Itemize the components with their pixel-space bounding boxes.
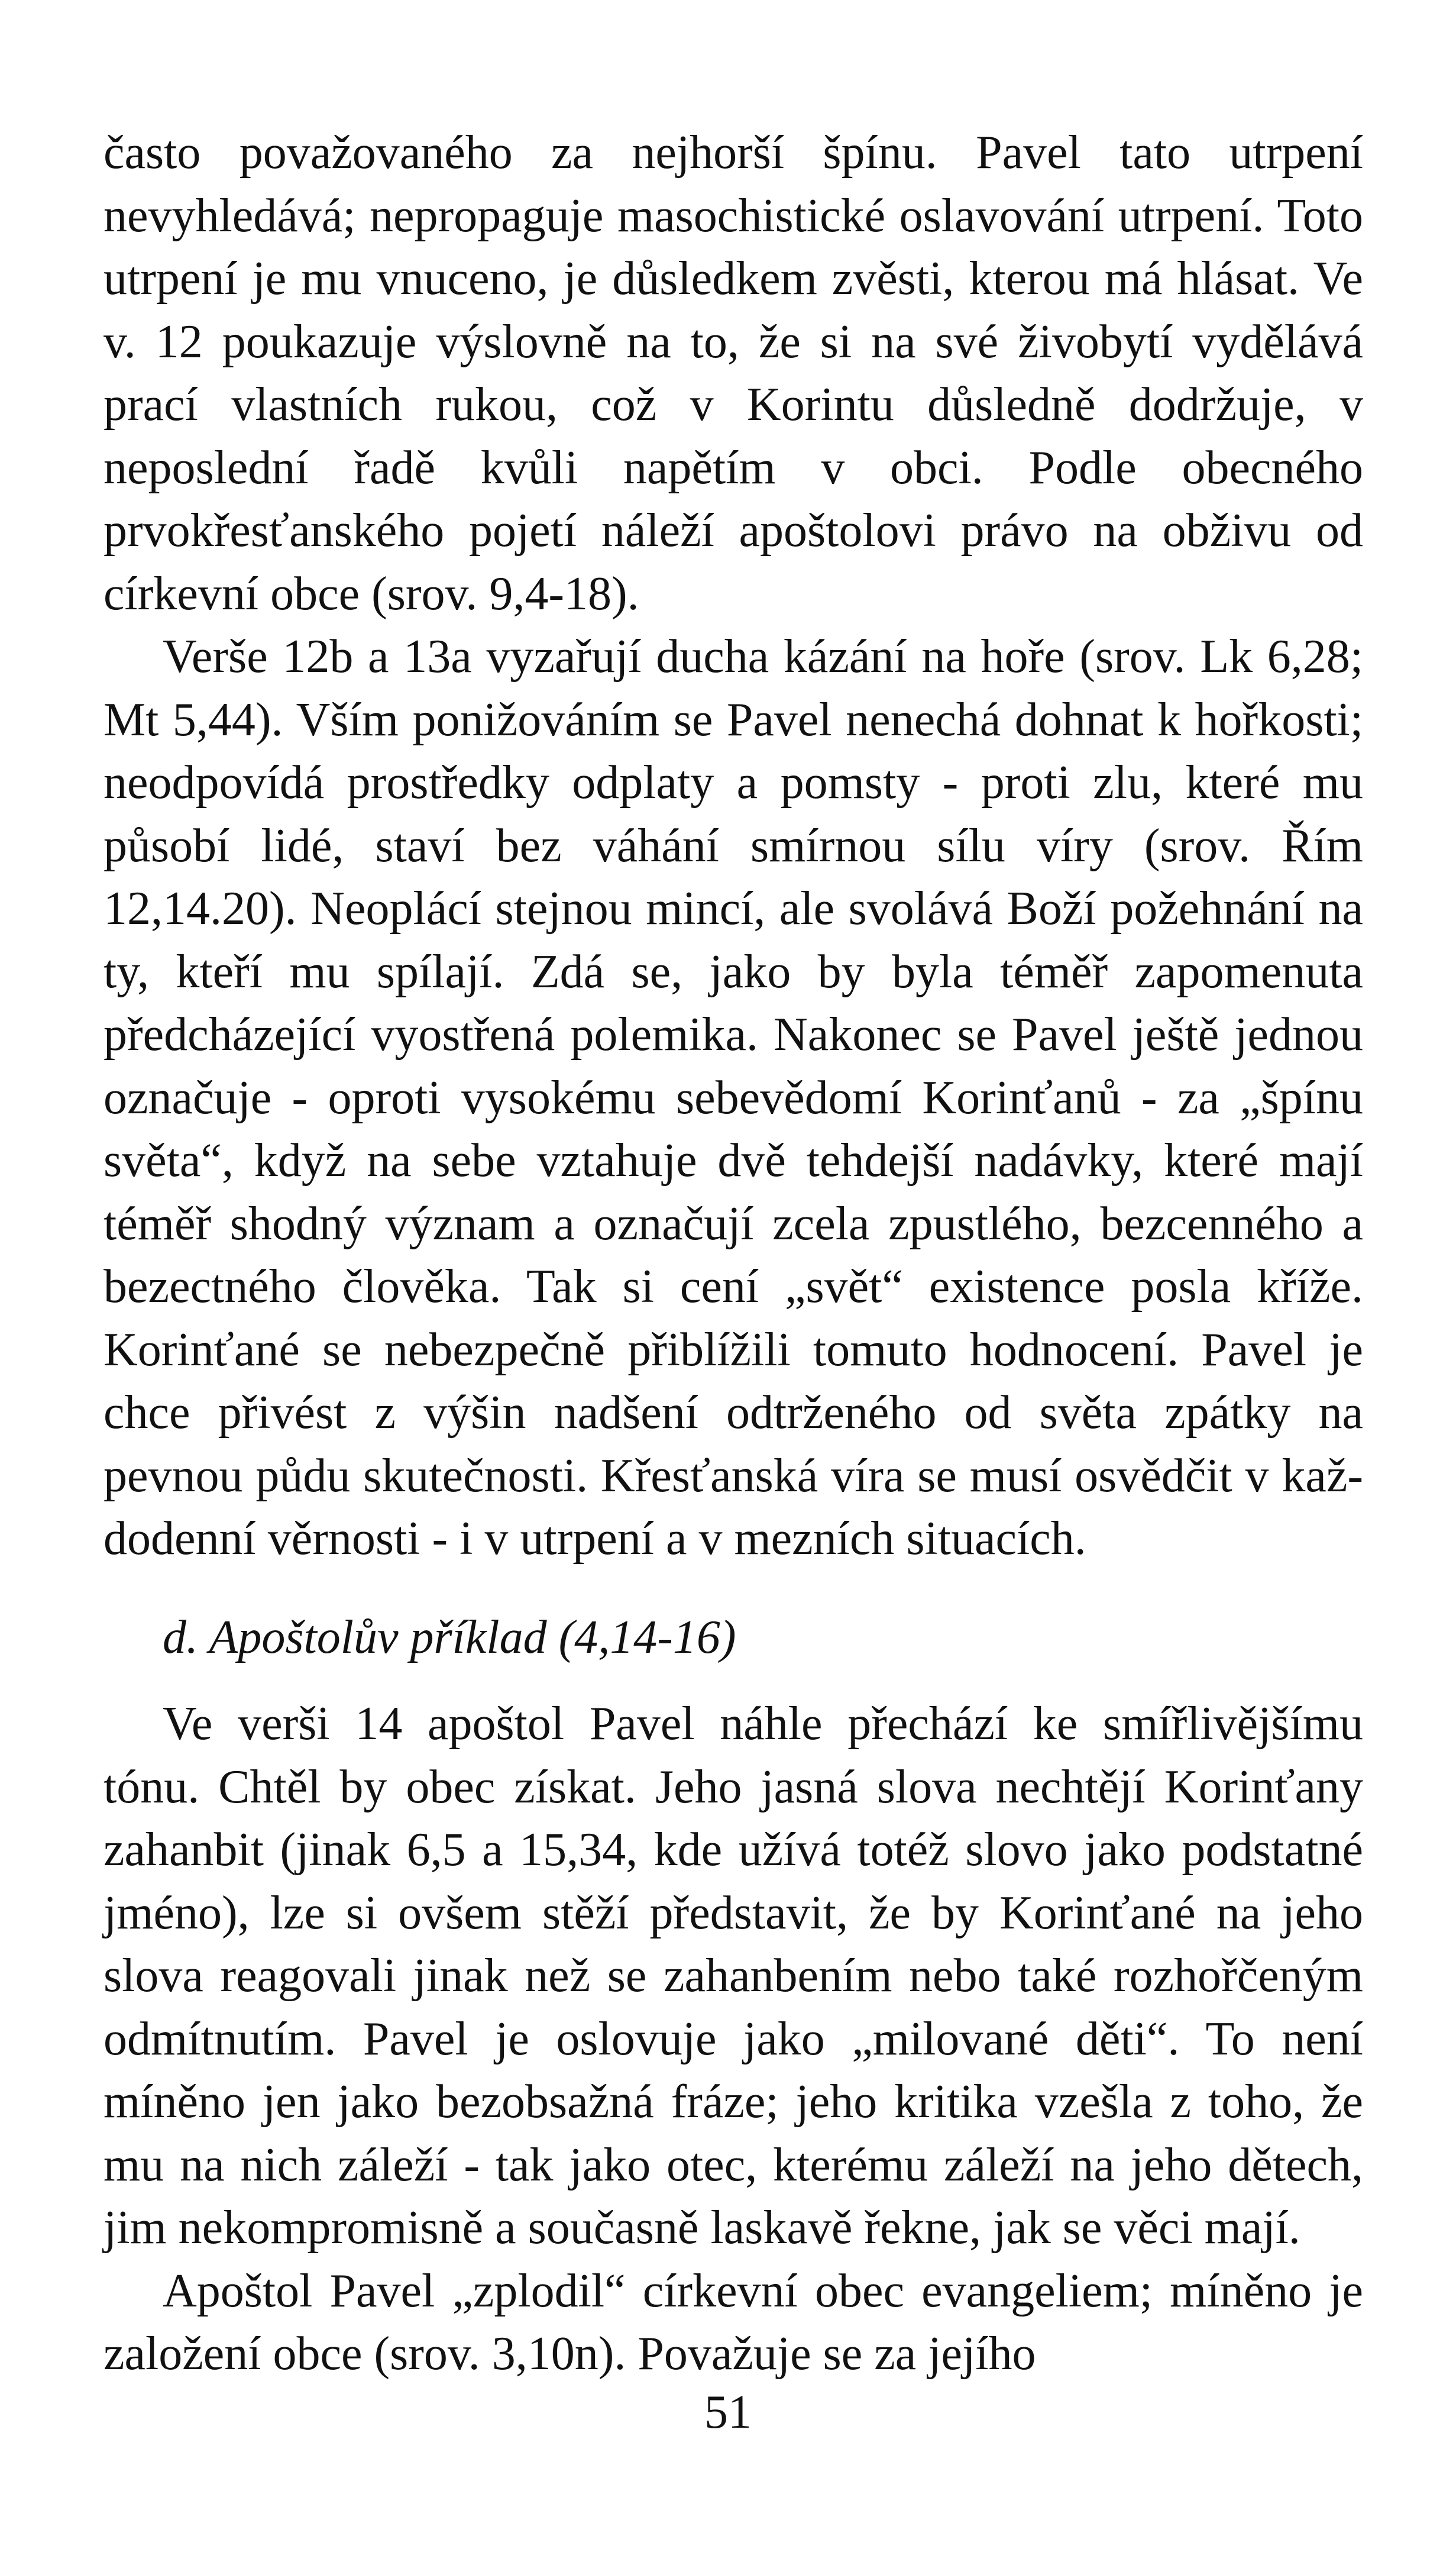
- page-text-block: [103, 121, 1363, 2386]
- paragraph-4: Apoštol Pavel „zplodil“ církevní obec evangeliem; míněno je založení obce (srov. 3,10n). Považuje se za jejího: [103, 2264, 1363, 2380]
- section-heading: d. Apoštolův příklad (4,14-16): [163, 1611, 736, 1663]
- page-number: 51: [704, 2386, 752, 2438]
- paragraph-3: Ve verši 14 apoštol Pavel náhle přechází ke smířlivějšímu tónu. Chtěl by obec získat. Jeho jasná slova nechtějí Korinťany zahanbit (jinak 6,5 a 15,34, kde užívá totéž slovo jako podstatné jméno), lze si ovšem stěží představit, že by Korinťané na jeho slova reagovali jinak než se zahanbením nebo také rozhořčeným odmítnutím. Pavel je oslovuje jako „milované děti“. To není míněno jen jako bezobsažná fráze; jeho kritika vzešla z toho, že mu na nich záleží - tak jako otec, kterému záleží na jeho dětech, jim nekompromisně a současně laskavě řekne, jak se věci mají.: [103, 1698, 1363, 2254]
- paragraph-2: Verše 12b a 13a vyzařují ducha kázání na hoře (srov. Lk 6,28; Mt 5,44). Vším ponižováním se Pavel nenechá dohnat k hořkosti; neodpovídá prostředky odplaty a pomsty - proti zlu, které mu působí lidé, staví bez váhání smírnou sílu víry (srov. Řím 12,14.20). Neoplácí stejnou mincí, ale svolává Boží požehnání na ty, kteří mu spílají. Zdá se, jako by byla téměř zapomenuta předcházející vyostřená polemika. Nakonec se Pavel ještě jednou označuje - oproti vysokému sebevědomí Korinťanů - za „špínu světa“, když na sebe vztahuje dvě tehdejší nadávky, které mají téměř shodný význam a označují zcela zpustlého, bezcenného a bezectného člověka. Tak si cení „svět“ existence posla kříže. Korinťané se nebezpečně přiblížili tomuto hodnocení. Pavel je chce přivést z výšin nadšení odtrženého od světa zpátky na pevnou půdu skutečnosti. Křesťanská víra se musí osvědčit v každodenní věrnosti - i v utrpení a v mezních situacích.: [103, 631, 1363, 1565]
- paragraph-1: často považovaného za nejhorší špínu. Pavel tato utrpení nevyhledává; nepropaguje masochistické oslavování utrpení. Toto utrpení je mu vnuceno, je důsledkem zvěsti, kterou má hlásat. Ve v. 12 poukazuje výslovně na to, že si na své živobytí vydělává prací vlastních rukou, což v Korintu důsledně dodržuje, v neposlední řadě kvůli napětím v obci. Podle obecného prvokřesťanského pojetí náleží apoštolovi právo na obživu od církevní obce (srov. 9,4-18).: [103, 127, 1363, 620]
